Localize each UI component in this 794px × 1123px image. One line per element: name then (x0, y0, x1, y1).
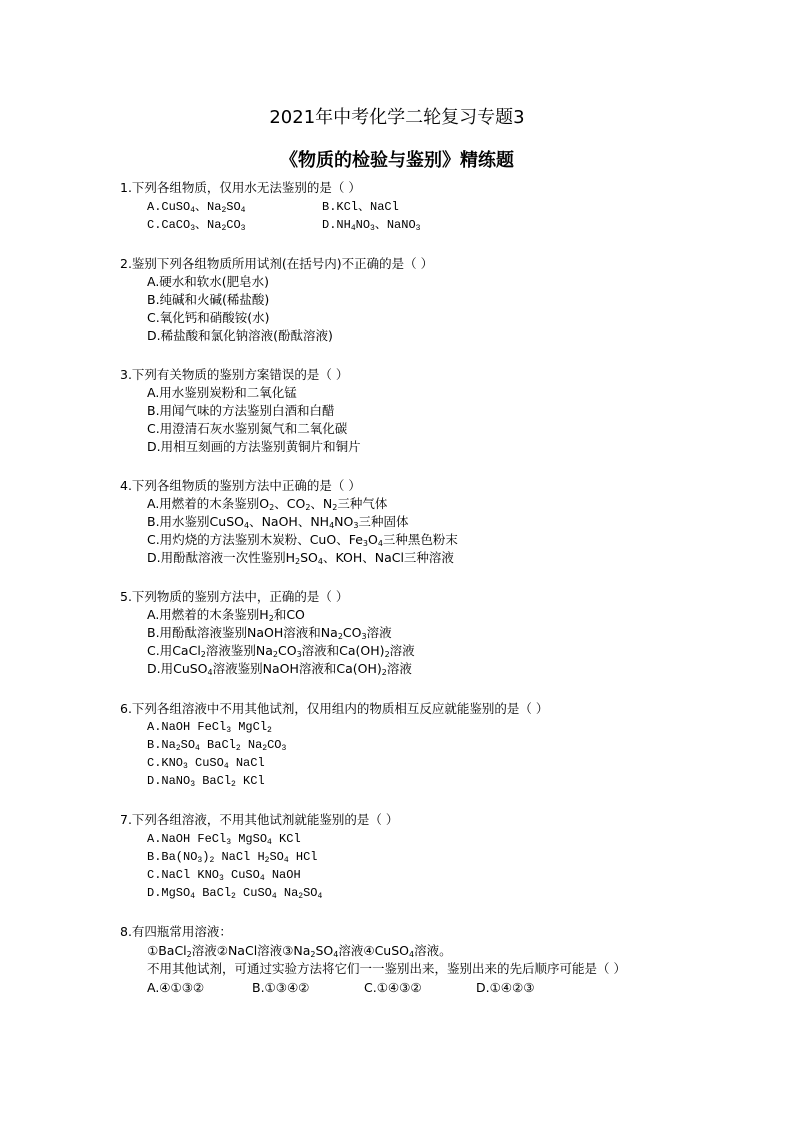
q2-stem: 2.鉴别下列各组物质所用试剂(在括号内)不正确的是（ ） (120, 256, 434, 271)
q8-option-d: D.①④②③ (476, 980, 535, 995)
q1-option-a: A.CuSO$_4$、$Na_2SO_4$ (147, 200, 246, 215)
q4-option-a: A.用燃着的木条鉴别$O_2$、$CO_2$、$N_2$三种气体 (147, 496, 388, 512)
q8-option-a: A.④①③② (147, 980, 205, 995)
q3-option-a: A.用水鉴别炭粉和二氧化锰 (147, 385, 297, 400)
q5-option-c: C.用CaCl$_2$溶液鉴别$Na_2CO_3$溶液和$Ca(OH)_2$溶液 (147, 643, 415, 659)
q5-option-d: D.用CuSO$_4$溶液鉴别NaOH溶液和$Ca(OH)_2$溶液 (147, 661, 412, 677)
q2-option-a: A.硬水和软水(肥皂水) (147, 274, 270, 289)
q7-option-b: $B.Ba(NO_3)_2$ NaCl $H_2SO_4$ HCl (147, 850, 318, 865)
q1-option-d: $D.NH_4NO_3$、NaNO$_3$ (322, 218, 421, 233)
q3-option-d: D.用相互刻画的方法鉴别黄铜片和铜片 (147, 439, 361, 454)
q7-option-c: C.NaCl $KNO_3$ CuSO$_4$ NaOH (147, 868, 301, 883)
q6-option-a: A.NaOH FeCl$_3$ MgCl$_2$ (147, 720, 272, 735)
q1-option-c: C.CaCO$_3$、$Na_2CO_3$ (147, 218, 246, 233)
q5-option-a: A.用燃着的木条鉴别$H_2$和CO (147, 607, 305, 623)
q2-option-c: C.氧化钙和硝酸铵(水) (147, 310, 270, 325)
q6-option-d: D.NaNO$_3$ BaCl$_2$ KCl (147, 774, 265, 789)
q8-option-c: C.①④③② (364, 980, 422, 995)
q5-stem: 5.下列物质的鉴别方法中，正确的是（ ） (120, 589, 349, 604)
q8-solutions-line: ①BaCl$_2$溶液②NaCl溶液$③Na_2SO_4$溶液④CuSO$_4$溶液。 (147, 943, 452, 959)
q8-question-line: 不用其他试剂，可通过实验方法将它们一一鉴别出来，鉴别出来的先后顺序可能是（ ） (147, 961, 626, 976)
title-line-1: 2021年中考化学二轮复习专题3 (269, 107, 525, 128)
q6-stem: 6.下列各组溶液中不用其他试剂，仅用组内的物质相互反应就能鉴别的是（ ） (120, 701, 549, 716)
q8-stem: 8.有四瓶常用溶液： (120, 924, 232, 939)
q4-stem: 4.下列各组物质的鉴别方法中正确的是（ ） (120, 478, 361, 493)
q2-option-d: D.稀盐酸和氯化钠溶液(酚酞溶液) (147, 328, 333, 343)
q6-option-b: $B.Na_2SO_4$ BaCl$_2$ $Na_2CO_3$ (147, 738, 287, 753)
q7-stem: 7.下列各组溶液，不用其他试剂就能鉴别的是（ ） (120, 812, 399, 827)
q8-option-b: B.①③④② (252, 980, 310, 995)
title-line-2: 《物质的检验与鉴别》精练题 (280, 150, 514, 171)
q2-option-b: B.纯碱和火碱(稀盐酸) (147, 292, 270, 307)
q4-option-b: B.用水鉴别CuSO$_4$、NaOH、$NH_4NO_3$三种固体 (147, 514, 409, 530)
q5-option-b: B.用酚酞溶液鉴别NaOH溶液和$Na_2CO_3$溶液 (147, 625, 392, 641)
q1-option-b: B.KCl、NaCl (322, 200, 399, 214)
q6-option-c: $C.KNO_3$ CuSO$_4$ NaCl (147, 756, 265, 771)
q7-option-a: A.NaOH FeCl$_3$ MgSO$_4$ KCl (147, 832, 301, 847)
q1-stem: 1.下列各组物质，仅用水无法鉴别的是（ ） (120, 180, 361, 195)
q4-option-d: D.用酚酞溶液一次性鉴别$H_2SO_4$、KOH、NaCl三种溶液 (147, 550, 454, 566)
q4-option-c: C.用灼烧的方法鉴别木炭粉、CuO、$Fe_3O_4$三种黑色粉末 (147, 532, 458, 548)
q3-option-b: B.用闻气味的方法鉴别白酒和白醋 (147, 403, 335, 418)
q3-option-c: C.用澄清石灰水鉴别氮气和二氧化碳 (147, 421, 348, 436)
q7-option-d: D.MgSO$_4$ BaCl$_2$ CuSO$_4$ $Na_2SO_4$ (147, 886, 323, 901)
q3-stem: 3.下列有关物质的鉴别方案错误的是（ ） (120, 367, 349, 382)
